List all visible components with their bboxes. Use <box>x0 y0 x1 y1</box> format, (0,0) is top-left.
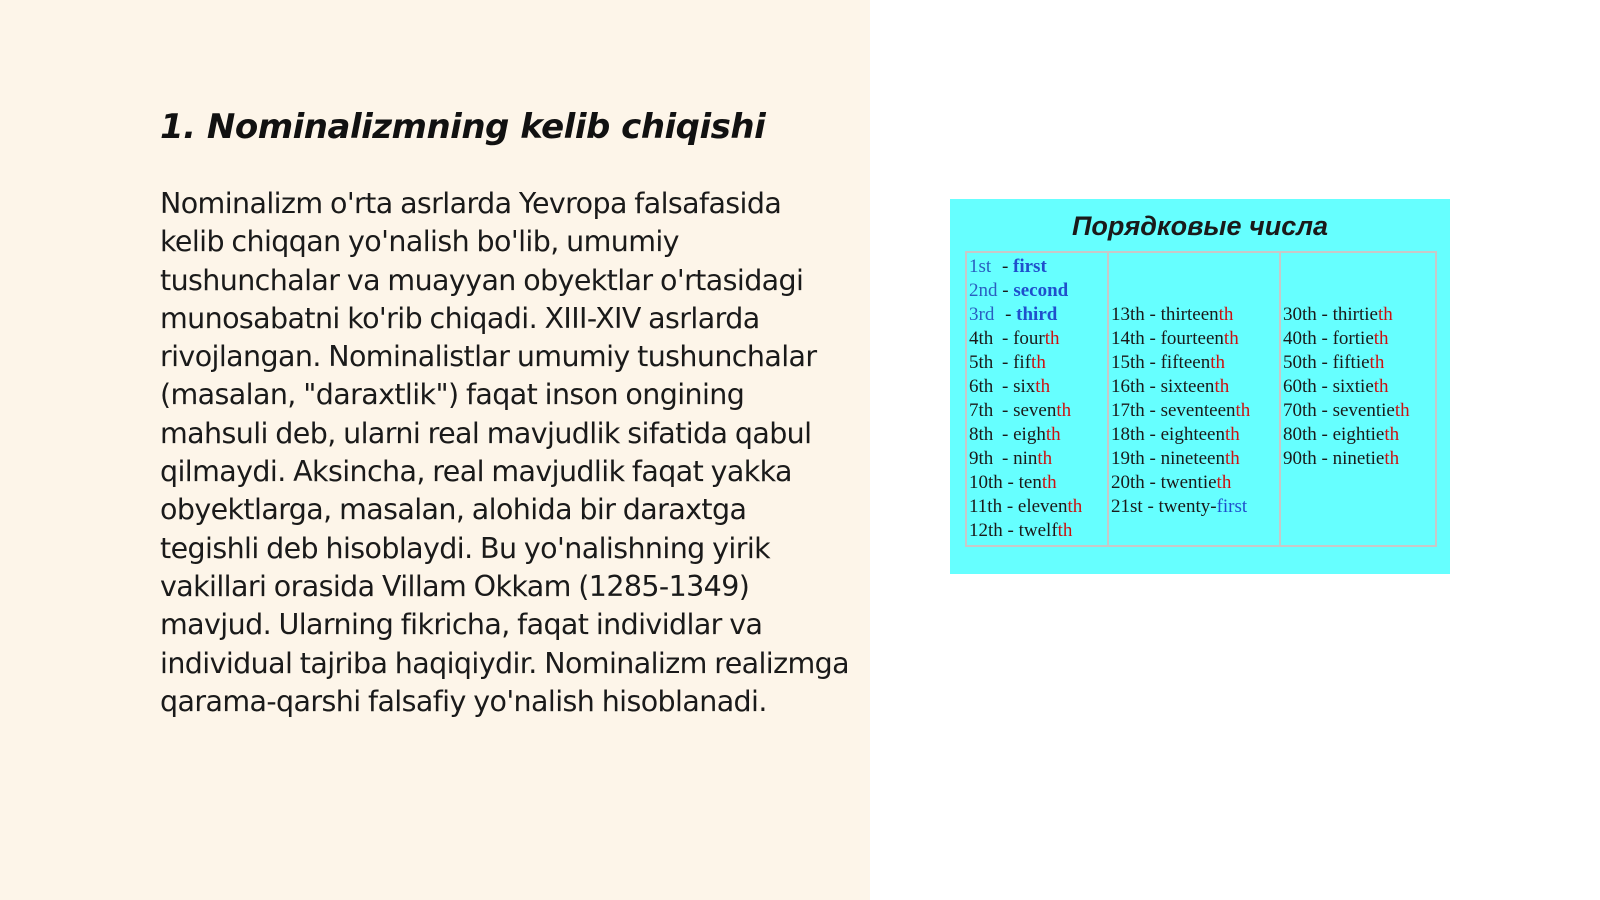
ordinal-suffix: th <box>1056 400 1072 421</box>
ordinal-number: 5th <box>969 352 994 373</box>
ordinal-separator: - <box>997 376 1014 397</box>
ordinal-column-1 <box>967 253 1109 545</box>
ordinal-table <box>965 251 1437 547</box>
ordinal-separator: - <box>1144 328 1161 349</box>
ordinal-row <box>969 495 1082 519</box>
ordinal-separator: - <box>1144 472 1161 493</box>
ordinal-row <box>969 519 1072 543</box>
ordinal-number: 9th <box>969 448 994 469</box>
ordinal-separator: - <box>1144 352 1161 373</box>
ordinal-separator: - <box>1316 448 1333 469</box>
ordinal-image-title: Порядковые числа <box>1071 211 1329 241</box>
ordinal-word: ten <box>1018 472 1042 493</box>
ordinal-separator: - <box>1000 304 1017 325</box>
ordinal-suffix: th <box>1378 304 1393 325</box>
ordinal-number: 16th <box>1111 376 1145 397</box>
ordinal-suffix: th <box>1057 520 1073 541</box>
ordinal-suffix: th <box>1394 400 1410 421</box>
ordinal-word: eigh <box>1013 424 1046 445</box>
ordinal-row <box>969 399 1071 423</box>
ordinal-separator: - <box>1002 520 1019 541</box>
ordinal-word: thirtie <box>1332 304 1378 325</box>
ordinal-suffix: th <box>1041 472 1057 493</box>
ordinal-suffix: th <box>1214 376 1230 397</box>
ordinal-row <box>1283 423 1399 447</box>
ordinal-number: 19th <box>1111 448 1145 469</box>
ordinal-separator: - <box>1316 376 1333 397</box>
ordinal-suffix: th <box>1031 352 1046 373</box>
ordinal-row <box>1111 327 1239 351</box>
ordinal-row <box>969 351 1046 375</box>
ordinal-suffix: th <box>1384 448 1400 469</box>
ordinal-suffix: th <box>1373 376 1389 397</box>
ordinal-separator: - <box>1144 424 1161 445</box>
ordinal-row <box>1111 495 1247 519</box>
ordinal-suffix: th <box>1216 472 1232 493</box>
ordinal-row <box>1111 351 1225 375</box>
ordinal-separator: - <box>1316 400 1333 421</box>
ordinal-word: third <box>1016 304 1058 325</box>
ordinal-suffix: th <box>1218 304 1234 325</box>
ordinal-suffix: th <box>1044 328 1060 349</box>
ordinal-row <box>1111 447 1240 471</box>
ordinal-word: sixteen <box>1160 376 1215 397</box>
ordinal-number: 7th <box>969 400 994 421</box>
ordinal-number: 21st <box>1111 496 1143 517</box>
ordinal-word: eleven <box>1017 496 1068 517</box>
ordinal-suffix: th <box>1035 376 1051 397</box>
ordinal-suffix: th <box>1210 352 1225 373</box>
ordinal-row <box>969 303 1057 327</box>
ordinal-separator: - <box>1316 424 1333 445</box>
ordinal-word: ninetie <box>1332 448 1385 469</box>
ordinal-word: fourteen <box>1160 328 1224 349</box>
ordinal-row <box>1283 447 1399 471</box>
ordinal-column-2 <box>1109 253 1281 545</box>
ordinal-column-3 <box>1281 253 1435 545</box>
ordinal-separator: - <box>997 280 1014 301</box>
ordinal-number: 70th <box>1283 400 1317 421</box>
ordinal-number: 12th <box>969 520 1003 541</box>
ordinal-number: 2nd <box>969 280 998 301</box>
ordinal-separator: - <box>1316 304 1333 325</box>
ordinal-row <box>969 447 1052 471</box>
ordinal-row <box>1111 375 1229 399</box>
slide-title: 1. Nominalizmning kelib chiqishi <box>160 107 766 147</box>
ordinal-row <box>1111 399 1250 423</box>
ordinal-number: 13th <box>1111 304 1145 325</box>
ordinal-word: twenty- <box>1158 496 1217 517</box>
ordinal-row <box>969 327 1060 351</box>
ordinal-number: 40th <box>1283 328 1317 349</box>
ordinal-number: 50th <box>1283 352 1317 373</box>
ordinal-suffix: th <box>1384 424 1400 445</box>
ordinal-row <box>1283 375 1389 399</box>
ordinal-number: 1st <box>969 256 992 277</box>
ordinal-separator: - <box>1142 496 1159 517</box>
ordinal-word: seven <box>1013 400 1057 421</box>
ordinal-word: seventeen <box>1160 400 1236 421</box>
ordinal-separator: - <box>997 448 1014 469</box>
ordinal-separator: - <box>1002 472 1019 493</box>
ordinal-number: 14th <box>1111 328 1145 349</box>
ordinal-separator: - <box>997 352 1014 373</box>
ordinal-separator: - <box>1144 376 1161 397</box>
ordinal-word: fiftie <box>1332 352 1370 373</box>
ordinal-row <box>1283 303 1393 327</box>
ordinal-number: 4th <box>969 328 994 349</box>
ordinal-row <box>1283 351 1384 375</box>
ordinal-separator: - <box>1002 496 1018 517</box>
ordinal-word: six <box>1013 376 1036 397</box>
ordinal-suffix: first <box>1216 496 1248 517</box>
ordinal-suffix: th <box>1224 448 1240 469</box>
ordinal-word: fif <box>1013 352 1032 373</box>
ordinal-number: 8th <box>969 424 994 445</box>
ordinal-separator: - <box>997 424 1014 445</box>
ordinal-number: 10th <box>969 472 1003 493</box>
ordinal-separator: - <box>1316 352 1333 373</box>
ordinal-word: eighteen <box>1160 424 1225 445</box>
ordinal-suffix: th <box>1037 448 1053 469</box>
ordinal-word: sixtie <box>1332 376 1374 397</box>
ordinal-separator: - <box>1144 400 1161 421</box>
ordinal-number: 17th <box>1111 400 1145 421</box>
ordinal-number: 20th <box>1111 472 1145 493</box>
ordinal-word: eightie <box>1332 424 1385 445</box>
ordinal-separator: - <box>997 400 1014 421</box>
ordinal-row <box>1111 423 1240 447</box>
ordinal-word: fortie <box>1332 328 1374 349</box>
ordinal-row <box>969 471 1057 495</box>
ordinal-number: 90th <box>1283 448 1317 469</box>
ordinal-suffix: th <box>1223 328 1239 349</box>
ordinal-number: 30th <box>1283 304 1317 325</box>
ordinal-separator: - <box>1144 304 1161 325</box>
ordinal-numbers-image <box>950 199 1450 574</box>
ordinal-number: 80th <box>1283 424 1317 445</box>
ordinal-separator: - <box>997 328 1014 349</box>
ordinal-row <box>1111 471 1231 495</box>
ordinal-suffix: th <box>1373 328 1389 349</box>
ordinal-row <box>969 423 1061 447</box>
ordinal-separator: - <box>1316 328 1333 349</box>
ordinal-word: fifteen <box>1160 352 1211 373</box>
ordinal-word: second <box>1013 280 1069 301</box>
ordinal-number: 11th <box>969 496 1003 517</box>
slide-body-text: Nominalizm o'rta asrlarda Yevropa falsafasida kelib chiqqan yo'nalish bo'lib, umumiy tushunchalar va muayyan obyektlar o'rtasidagi munosabatni ko'rib chiqadi. XIII-XIV asrlarda rivojlangan. Nominalistlar umumiy tushunchalar (masalan, "daraxtlik") faqat inson ongining mahsuli deb, ularni real mavjudlik sifatida qabul qilmaydi. Aksincha, real mavjudlik faqat yakka obyektlarga, masalan, alohida bir daraxtga tegishli deb hisoblaydi. Bu yo'nalishning yirik vakillari orasida Villam Okkam (1285-1349) mavjud. Ularning fikricha, faqat individlar va individual tajriba haqiqiydir. Nominalizm realizmga qarama-qarshi falsafiy yo'nalish hisoblanadi. <box>160 187 850 718</box>
ordinal-number: 60th <box>1283 376 1317 397</box>
ordinal-suffix: th <box>1235 400 1251 421</box>
ordinal-row <box>1283 327 1389 351</box>
ordinal-number: 18th <box>1111 424 1145 445</box>
ordinal-suffix: th <box>1224 424 1240 445</box>
ordinal-suffix: th <box>1067 496 1083 517</box>
ordinal-word: nin <box>1013 448 1038 469</box>
ordinal-suffix: th <box>1045 424 1061 445</box>
ordinal-separator: - <box>1144 448 1161 469</box>
ordinal-word: seventie <box>1332 400 1395 421</box>
ordinal-number: 6th <box>969 376 994 397</box>
ordinal-number: 3rd <box>969 304 995 325</box>
ordinal-suffix: th <box>1369 352 1385 373</box>
ordinal-word: thirteen <box>1160 304 1219 325</box>
ordinal-word: nineteen <box>1160 448 1225 469</box>
ordinal-word: first <box>1013 256 1047 277</box>
ordinal-word: twentie <box>1160 472 1217 493</box>
ordinal-number: 15th <box>1111 352 1145 373</box>
ordinal-row <box>1111 303 1233 327</box>
ordinal-row <box>969 279 1068 303</box>
ordinal-separator: - <box>997 256 1014 277</box>
ordinal-row <box>1283 399 1410 423</box>
ordinal-row <box>969 255 1047 279</box>
ordinal-word: twelf <box>1018 520 1058 541</box>
ordinal-word: four <box>1013 328 1045 349</box>
ordinal-row <box>969 375 1050 399</box>
